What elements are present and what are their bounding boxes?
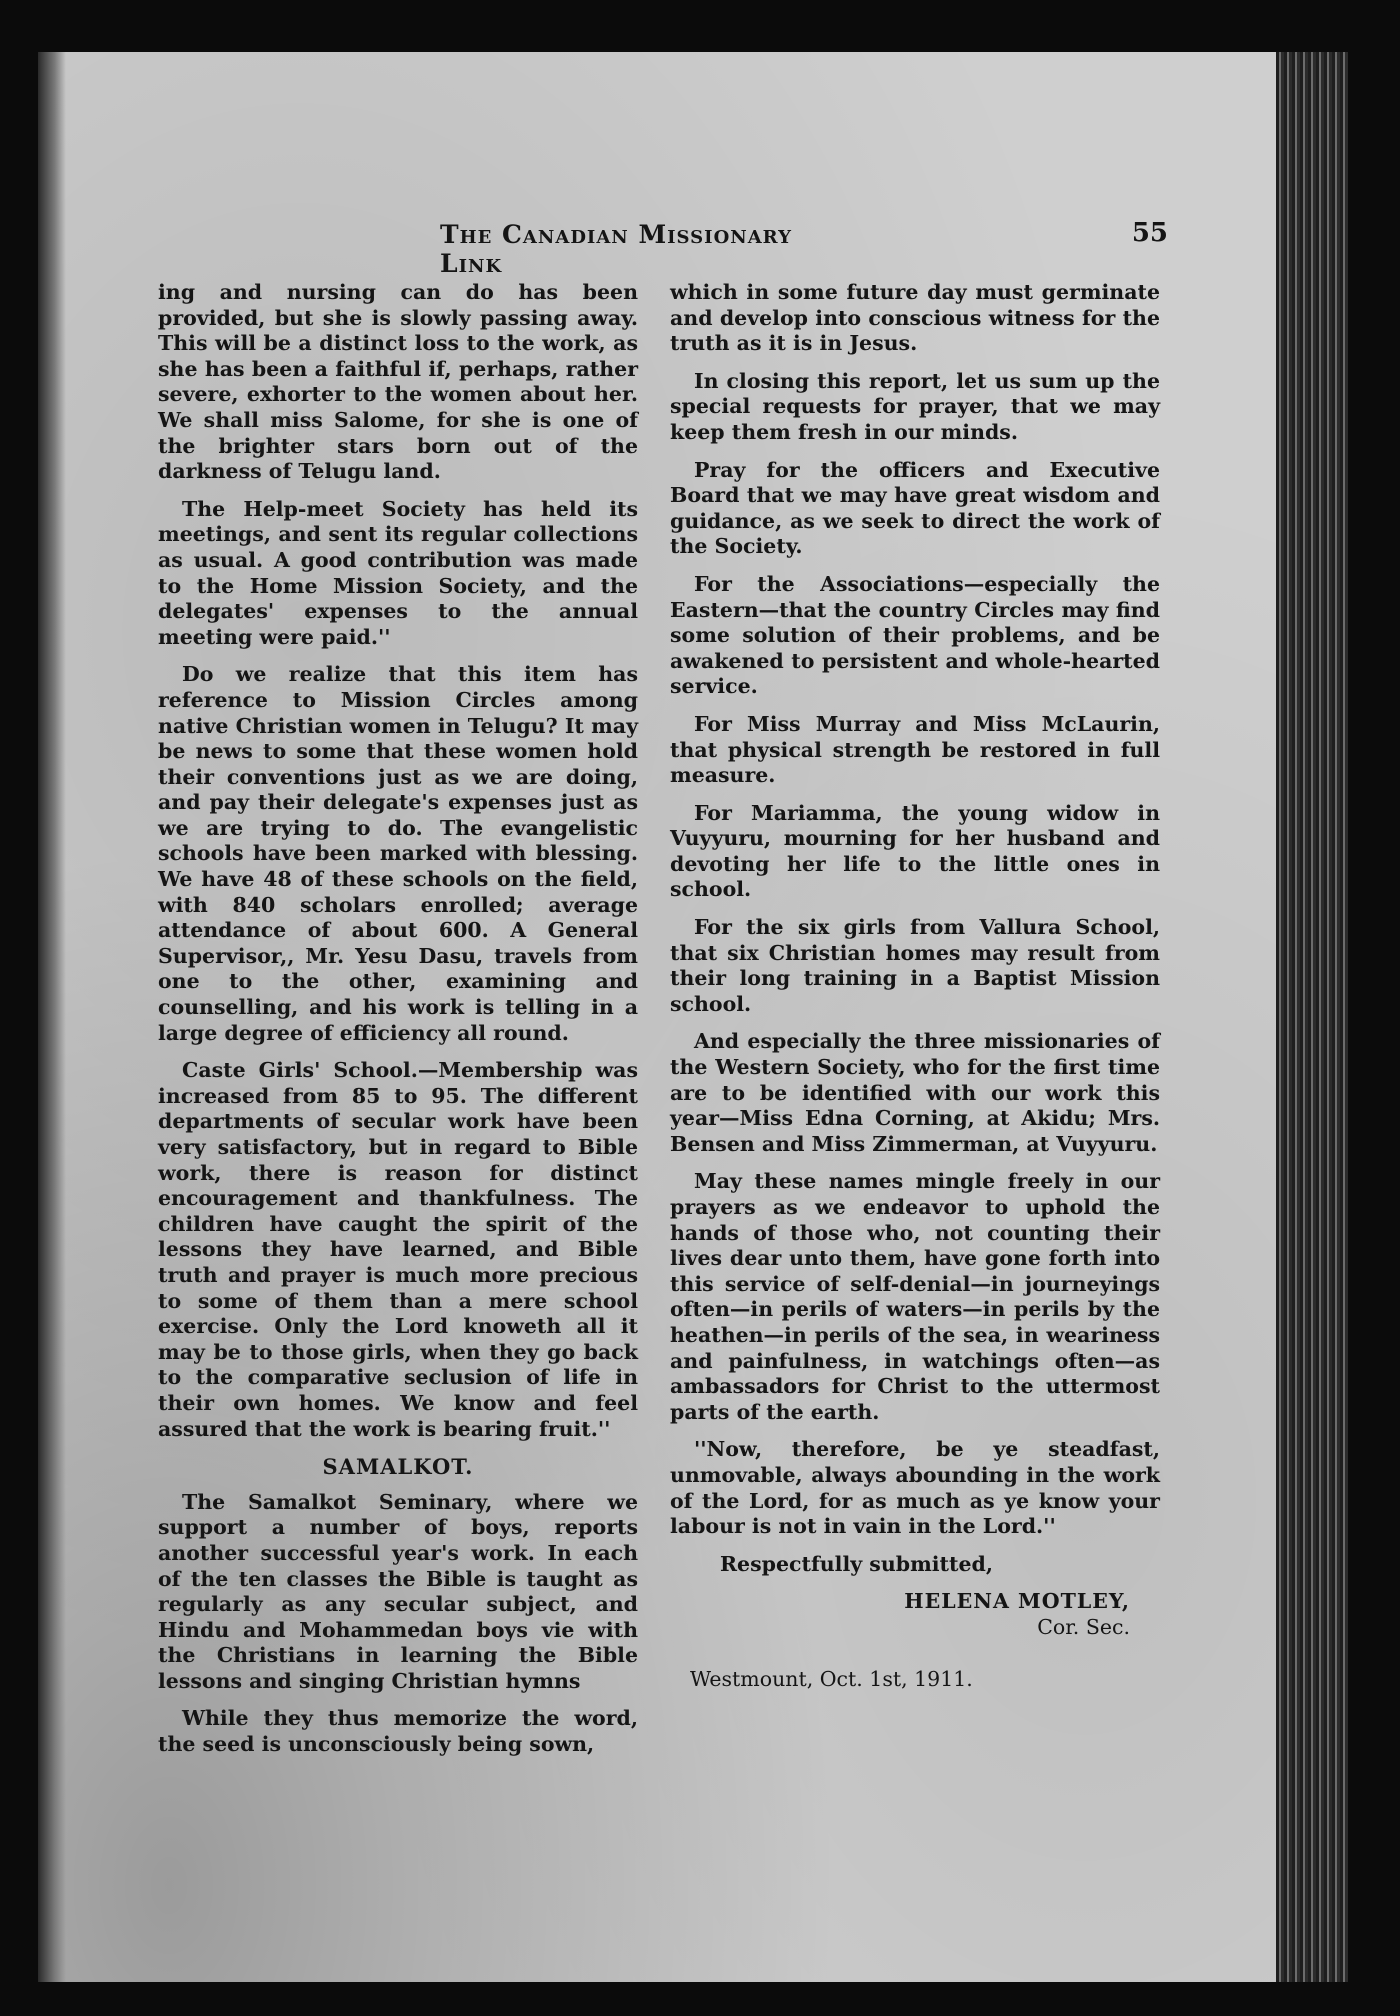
paragraph: For Miss Murray and Miss McLaurin, that physical strength be restored in full measure. <box>670 711 1160 788</box>
paragraph: Do we realize that this item has reference to Mission Circles among native Christian women in Telugu? It may be news to some that these women hold their conventions just as we are doing, and pay their delegate's expenses just as we are trying to do. The evangelistic schools have been marked with blessing. We have 48 of these schools on the field, with 840 scholars enrolled; average attendance of about 600. A General Supervisor,, Mr. Yesu Dasu, travels from one to the other, examining and counselling, and his work is telling in a large degree of efficiency all round. <box>158 662 638 1045</box>
paragraph: The Samalkot Seminary, where we support a number of boys, reports another successful year's work. In each of the ten classes the Bible is taught as regularly as any secular subject, and Hindu and Mohammedan boys vie with the Christians in learning the Bible lessons and singing Christian hymns <box>158 1489 638 1693</box>
section-heading: SAMALKOT. <box>322 1454 474 1480</box>
page-content <box>138 172 1168 1892</box>
dateline: Westmount, Oct. 1st, 1911. <box>690 1666 973 1691</box>
left-column <box>158 280 638 1770</box>
signature-title: Cor. Sec. <box>1037 1614 1130 1639</box>
paragraph: In closing this report, let us sum up the special requests for prayer, that we may keep them fresh in our minds. <box>670 368 1160 444</box>
binding-shadow <box>38 52 66 1982</box>
paragraph: For the Associations—especially the Eastern—that the country Circles may find some solution of their problems, and be awakened to persistent and whole-hearted service. <box>670 571 1160 699</box>
paragraph: The Help-meet Society has held its meetings, and sent its regular collections as usual. A good contribution was made to the Home Mission Society, and the delegates' expenses to the annual meeting were paid.'' <box>158 496 638 649</box>
running-head <box>138 218 1168 278</box>
paragraph: For the six girls from Vallura School, that six Christian homes may result from their long training in a Baptist Mission school. <box>670 915 1160 1016</box>
closing-line: Respectfully submitted, <box>720 1551 994 1576</box>
page-number: 55 <box>1131 218 1168 248</box>
page-edges <box>1276 52 1348 1982</box>
paragraph: Pray for the officers and Executive Board that we may have great wisdom and guidance, as we seek to direct the work of the Society. <box>670 457 1160 559</box>
right-column <box>670 280 1160 1704</box>
paragraph: May these names mingle freely in our prayers as we endeavor to uphold the hands of those who, not counting their lives dear unto them, have gone forth into this service of self-denial—in journeyings often—in perils of waters—in perils by the heathen—in perils of the sea, in weariness and painfulness, in watchings often—as ambassadors for Christ to the uttermost parts of the earth. <box>670 1169 1160 1424</box>
paragraph: For Mariamma, the young widow in Vuyyuru, mourning for her husband and devoting her life to the little ones in school. <box>670 800 1160 902</box>
paragraph: which in some future day must germinate and develop into conscious witness for the truth as it is in Jesus. <box>670 280 1160 356</box>
running-title: The Canadian Missionary Link <box>440 220 792 278</box>
paragraph: While they thus memorize the word, the seed is unconsciously being sown, <box>158 1706 638 1757</box>
signature-name: HELENA MOTLEY, <box>904 1589 1130 1614</box>
paragraph: ing and nursing can do has been provided, but she is slowly passing away. This will be a distinct loss to the work, as she has been a faithful if, perhaps, rather severe, exhorter to the women about her. We shall miss Salome, for she is one of the brighter stars born out of the darkness of Telugu land. <box>158 280 638 484</box>
paragraph: ''Now, therefore, be ye steadfast, unmovable, always abounding in the work of the Lord, for as much as ye know your labour is not in vain in the Lord.'' <box>670 1437 1160 1539</box>
paragraph: And especially the three missionaries of the Western Society, who for the first time are to be identified with our work this year—Miss Edna Corning, at Akidu; Mrs. Bensen and Miss Zimmerman, at Vuyyuru. <box>670 1029 1160 1156</box>
scanned-page <box>38 52 1348 1982</box>
paragraph: Caste Girls' School.—Membership was increased from 85 to 95. The different departments of secular work have been very satisfactory, but in regard to Bible work, there is reason for distinct encouragement and thankfulness. The children have caught the spirit of the lessons they have learned, and Bible truth and prayer is much more precious to some of them than a mere school exercise. Only the Lord knoweth all it may be to those girls, when they go back to the comparative seclusion of life in their own homes. We know and feel assured that the work is bearing fruit.'' <box>158 1058 638 1441</box>
